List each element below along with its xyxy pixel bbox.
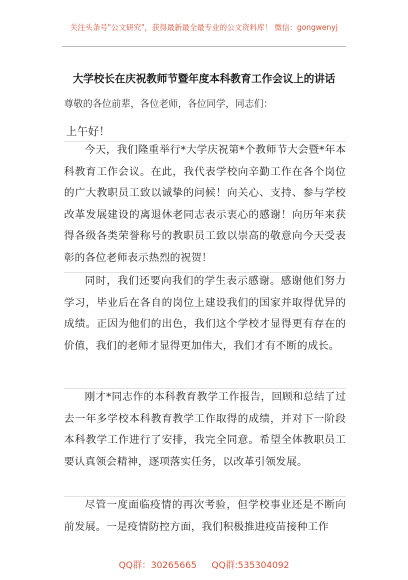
paragraph-4: 尽管一度面临疫情的再次考验，但学校事业还是不断向前发展。一是疫情防控方面，我们积极推进疫苗接种工作 <box>64 499 346 533</box>
page-header-banner: 关注头条号"公文研究"，获得最新最全最专业的公文资料库！ 微信：gongwenyj <box>70 23 338 32</box>
greeting: 上午好！ <box>66 125 110 138</box>
footer-qq-group-1: QQ群：30265665 <box>118 561 197 571</box>
footer-qq-group-2: QQ群:535304092 <box>211 561 290 571</box>
salutation: 尊敬的各位前辈，各位老师，各位同学，同志们： <box>64 99 274 110</box>
document-title: 大学校长在庆祝教师节暨年度本科教育工作会议上的讲话 <box>72 73 336 85</box>
page-footer <box>0 558 408 571</box>
paragraph-3: 刚才*同志作的本科教育教学工作报告，回顾和总结了过去一年多学校本科教育教学工作取得的成绩，并对下一阶段本科教学工作进行了安排，我完全同意。希望全体教职员工要认真领会精神，逐项落实任务，以改革引领发展。 <box>64 391 346 468</box>
paragraph-2: 同时，我们还要向我们的学生表示感谢。感谢他们努力学习，毕业后在各自的岗位上建设我们的国家并取得优异的成绩。正因为他们的出色，我们这个学校才显得更有存在的价值，我们的老师才显得更加伟大，我们才有不断的成长。 <box>64 275 346 352</box>
header-divider <box>62 46 346 47</box>
paragraph-1: 今天，我们隆重举行*大学庆祝第*个教师节大会暨*年本科教育工作会议。在此，我代表学校向辛勤工作在各个岗位的广大教职员工致以诚挚的问候！向关心、支持、参与学校改革发展建设的离退休老同志表示衷心的感谢！向历年来获得各级各类荣誉称号的教职员工致以崇高的敬意向今天受表彰的各位老师表示热烈的祝贺！ <box>64 144 346 264</box>
